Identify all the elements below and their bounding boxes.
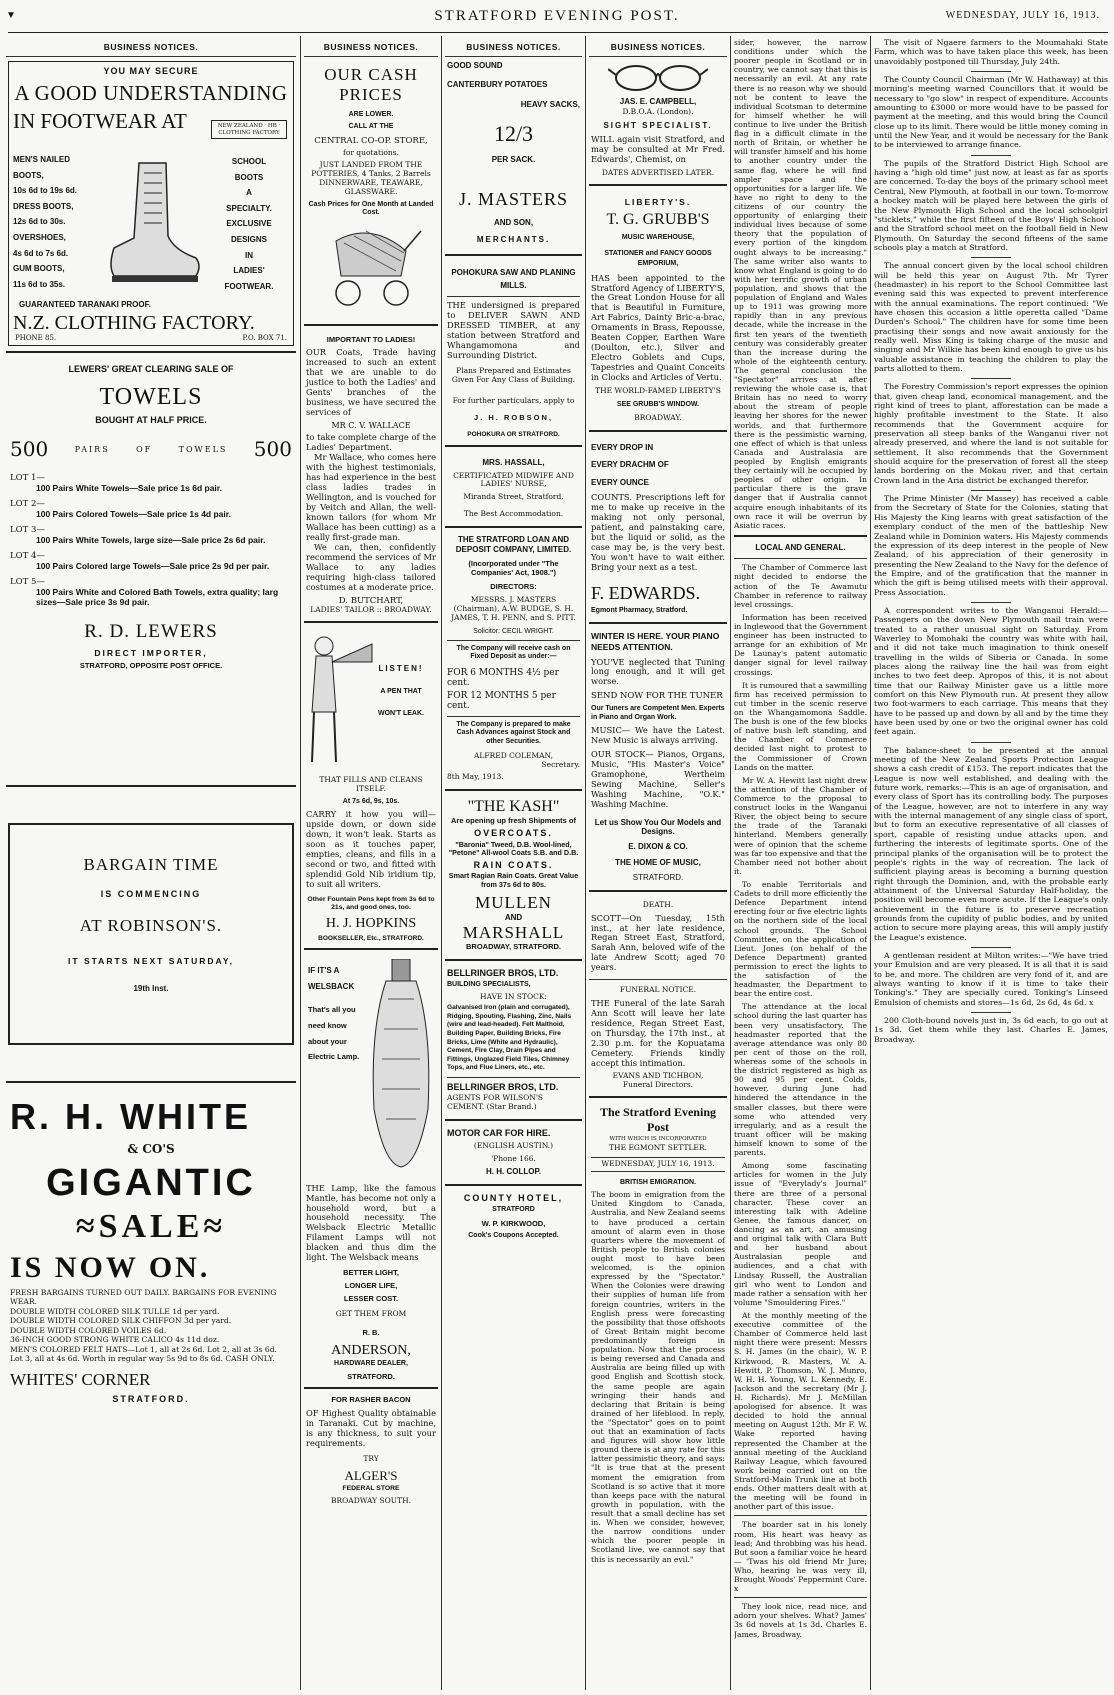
- bacon-head: FOR RASHER BACON: [331, 1395, 411, 1405]
- towel-lot: LOT 3— 100 Pairs White Towels, large size—Sale price 2s 6d pair.: [10, 525, 266, 546]
- towel-lot: LOT 1— 100 Pairs White Towels—Sale price 1s 6d pair.: [10, 473, 222, 494]
- local-general-head: LOCAL AND GENERAL.: [755, 542, 846, 552]
- column-header: BUSINESS NOTICES.: [589, 38, 727, 57]
- sale-line: 36-INCH GOOD STRONG WHITE CALICO 4s 11d doz.: [10, 1335, 220, 1345]
- sale-line: FRESH BARGAINS TURNED OUT DAILY. BARGAINS FOR EVENING WEAR.: [10, 1287, 277, 1307]
- robson-addr: POHOKURA OR STRATFORD.: [467, 430, 560, 438]
- news-paragraph: A correspondent writes to the Wanganui Herald:—Passengers on the down New Plymouth mail train were treated to a rather unusual sight on Saturday. From Waverley to Momohaki the country was white with hail, and it did not take much imagination to think oneself travelling in the wilds of Siberia or Canada. In some places along the railway line the hail was from eight inches to two feet deep. Apropos of this, it is not about time that our Railway Minister gave us a little more comfort on this New Plymouth run. At present they allow two foot-warmers to each carriage. This means that they have to be passed up and down by all and by the time they have been used by one or two the original owner has cold feet again.: [874, 605, 1108, 737]
- divider: [445, 959, 582, 961]
- divider: [971, 947, 1011, 948]
- divider: [589, 979, 727, 980]
- boot-icon: [104, 158, 204, 288]
- divider: [734, 1515, 867, 1516]
- potatoes-l2: CANTERBURY POTATOES: [447, 80, 548, 90]
- towel-lot: LOT 2— 100 Pairs Colored Towels—Sale price 1s 4d pair.: [10, 499, 231, 520]
- welsback-l1: IF IT'S A: [308, 965, 340, 975]
- collop-name: H. H. COLLOP.: [486, 1167, 541, 1177]
- death-head: DEATH.: [642, 899, 674, 909]
- campbell-p: WILL again visit Stratford, and may be consulted at Mr Fred. Edwards', Chemist, on: [591, 133, 725, 164]
- white-sale-lines: [10, 1288, 292, 1364]
- divider: [971, 1012, 1011, 1013]
- flag-title: The Stratford Evening Post: [599, 1105, 716, 1134]
- news-paragraph: The attendance at the local school during the last quarter has been very unsatisfactory. The headmaster reported that the average attendance was only 80 per cent of those on the roll, whereas some of the schools in the district registered as high as 90 and 95 per cent. Colds, however, during June had hindered the attendance in the smaller classes, but there were some who attended very irregularly, and as a result the truant officer will be making himself known to some of the parents.: [734, 1002, 867, 1158]
- towels-count: 500 PAIRS OF TOWELS 500: [10, 436, 292, 461]
- news-paragraph: The annual concert given by the local school children will be held this year on August 7th. Mr Tyrer (headmaster) in his report to the School Committee last evening said this was expected to prevent interference with the annual examinations. The report continued: "We have chosen this occasion a little operetta called "Dame Durden's School." The children have for some time been practising their songs and now await anxiously for the really well. Miss King is taking charge of the music and singing and Mr Wilkie has been kind enough to give us his valuable assistance in teaching the children to play the parts allotted to them.: [874, 261, 1108, 373]
- emigration-head: BRITISH EMIGRATION.: [619, 1178, 697, 1186]
- coop-store: CENTRAL CO-OP. STORE,: [314, 135, 428, 146]
- welsback-l2: WELSBACK: [308, 982, 355, 992]
- news-paragraph: To enable Territorials and Cadets to drill more efficiently the Defence Department intend erecting four or five electric lights on the northern side of the local school grounds. The School Committee, on the application of Lieut. Jones (on behalf of the Defence Department) granted permission to erect the lights to the satisfaction of the headmaster, the Department to bear the entire cost.: [734, 879, 867, 999]
- divider: [304, 948, 438, 950]
- potatoes-per: PER SACK.: [491, 155, 536, 165]
- grubb-stat: STATIONER and FANCY GOODS EMPORIUM,: [604, 249, 712, 268]
- news-paragraph: Mr W. A. Hewitt last night drew the attention of the Chamber of Commerce to the proposal to construct locks in the Wanganui River, the object being to secure the trade of the Taranaki hinterland. Members generally were of opinion that the scheme was far too expensive and that the Chamber need not bother about it.: [734, 775, 867, 876]
- masthead: [0, 8, 1114, 28]
- loan-head: THE STRATFORD LOAN AND DEPOSIT COMPANY, LIMITED.: [455, 534, 572, 555]
- divider: [971, 155, 1011, 156]
- flag-settler: THE EGMONT SETTLER.: [609, 1143, 707, 1153]
- grubb-name: T. G. GRUBB'S: [606, 211, 710, 229]
- emigration-article: [589, 1174, 727, 1566]
- news-paragraph: The balance-sheet to be presented at the annual meeting of the New Zealand Sports Protection League shows a cash credit of £153. The report indicates that the League is now well established, and dealing with the future work, remarks:—This is an age of organisation, and every class of Sport has its controlling body. The purposes of the League, however, are not to interfere in any way with the internal management of any single class of sport, but to form an executive representative of all classes of sport, capable of resisting undue attacks upon, and furthering the interests of legitimate sports. One of the principal planks of the organisation will be to protect the people's rights in the way of recreation. The lack of sufficient playing areas is becoming a burning question right through the Dominion, and, with the probable early attainment of the Universal Saturday Half-holiday, the position will become even more acute. If the League's only achievement in the future is to preserve recreation grounds from the cupidity of public bodies, and by united action to secure more playing areas, this will amply justify the League's existence.: [874, 745, 1108, 942]
- divider: [447, 1077, 580, 1078]
- edwards-l1: EVERY DROP IN: [591, 443, 654, 452]
- local-general-paras: [734, 563, 867, 1511]
- bellringer-spec: BUILDING SPECIALISTS,: [447, 981, 531, 989]
- kash-title: "THE KASH": [467, 798, 560, 816]
- news-paragraph: The Chamber of Commerce last night decided to endorse the action of the Te Awamutu Chamber in reference to railway level crossings.: [734, 563, 867, 609]
- loan-rate-6: FOR 6 MONTHS 4½ per cent.: [447, 667, 559, 689]
- dixon-town: STRATFORD.: [632, 873, 684, 883]
- wallace-p1: OUR Coats, Trade having increased to such an extent that we are unable to do justice to both the Ladies' and Gents' branches of the business, we have secured the services of: [306, 347, 436, 417]
- column-1: [6, 38, 296, 1690]
- novels-notice: They look nice, read nice, and adorn your shelves. What? James' 3s 6d novels at 1s 3d. Charles E. James, Broadway.: [734, 1602, 867, 1639]
- evans-title: Funeral Directors.: [622, 1079, 694, 1089]
- campbell-title: SIGHT SPECIALIST.: [603, 121, 713, 131]
- column-6: [874, 38, 1108, 1690]
- divider: [734, 1597, 867, 1598]
- coop-landed: JUST LANDED FROM THE POTTERIES, 4 Tanks, 2 Barrels DINNERWARE, TEAWARE, GLASSWARE.: [311, 160, 431, 196]
- dixon-home: THE HOME OF MUSIC,: [615, 857, 701, 867]
- column-3: [445, 38, 582, 1690]
- column-rule: [441, 36, 442, 1690]
- wallace-head: IMPORTANT TO LADIES!: [326, 335, 416, 345]
- coop-h2: PRICES: [339, 85, 403, 105]
- campbell-advert: [589, 57, 727, 179]
- column-4: [589, 38, 727, 1690]
- bacon-try: TRY: [363, 1453, 379, 1463]
- hassall-best: The Best Accommodation.: [463, 509, 564, 519]
- footwear-features: SCHOOL BOOTS A SPECIALTY. EXCLUSIVE DESIGNS IN LADIES' FOOTWEAR.: [224, 157, 274, 291]
- bacon-advert: [304, 1394, 438, 1508]
- bargain-l5: 19th Inst.: [133, 983, 169, 993]
- white-sale-advert: [6, 1088, 296, 1406]
- welsback-b2: LONGER LIFE,: [344, 1281, 398, 1291]
- sale-line: DOUBLE WIDTH COLORED VOILES 6d.: [10, 1325, 167, 1335]
- towels-head: LEWERS' GREAT CLEARING SALE OF: [68, 364, 234, 375]
- bellringer-items: Galvanised Iron (plain and corrugated), Ridging, Spouting, Flashing, Zinc, Nails (wire and lead-headed). Felt Malthoid, Building Paper, Building Bricks, Fire Bricks, Lime (White and Hydraulic), Cement, Fire Clay, Drain Pipes and Fittings, Unglazed Field Tiles, Chimney Tops, and Flue Liners, etc., etc.: [447, 1004, 572, 1072]
- piano-p: YOU'VE neglected that Tuning long enough, and it will get worse.: [591, 656, 725, 687]
- white-l4: ≈SALE≈: [75, 1208, 227, 1246]
- alger-store: FEDERAL STORE: [342, 1484, 400, 1492]
- footwear-kicker: YOU MAY SECURE: [103, 66, 199, 77]
- sawmill-head: POHOKURA SAW AND PLANING MILLS.: [451, 267, 576, 290]
- column-rule: [300, 36, 301, 1690]
- motor-make: (ENGLISH AUSTIN.): [473, 1140, 554, 1150]
- funeral-notice: [589, 984, 727, 1091]
- bellringer-advert: [445, 966, 582, 1115]
- death-notice: [589, 897, 727, 976]
- news-paragraph: The pupils of the Stratford District High School are having a "high old time" just now, at least as far as sports are concerned. To-day the boys of the primary school meet Central, New Plymouth, at football in our town. To-morrow a hockey match will be played here between the girls of the New Plymouth High School and the local schoolgirl "sticklets," while the first fifteen of the Boys' High School and the Stratford school meet on the football field in New Plymouth. On Saturday the second fifteens of the same schools play a match at Stratford.: [874, 158, 1108, 252]
- wallace-name: MR C. V. WALLACE: [331, 420, 411, 430]
- masters-and: AND SON,: [493, 217, 534, 227]
- factory-name: N.Z. CLOTHING FACTORY.: [13, 312, 255, 335]
- lewers-address: STRATFORD, OPPOSITE POST OFFICE.: [79, 660, 223, 670]
- motor-phone: 'Phone 166.: [491, 1153, 536, 1163]
- grubb-p: HAS been appointed to the Stratford Agency of LIBERTY'S, the Great London House for all that is Beautiful in Furniture, Art Fabrics, Dainty Bric-a-brac, Ornaments in Brass, Repousse, Beaten Copper, Earthen Ware (Doulton, etc.), Silver and Electro Goblets and Cups, Tapestries and Quaint Conceits in Clocks and Articles of Vertu.: [591, 272, 725, 383]
- loan-sol: Solicitor: CECIL WRIGHT.: [473, 627, 554, 635]
- lewers-direct: DIRECT IMPORTER,: [94, 647, 208, 658]
- anderson-town: STRATFORD.: [347, 1372, 395, 1382]
- hopkins: [304, 896, 438, 942]
- butchart-trade: LADIES' TAILOR :: BROADWAY.: [310, 604, 432, 614]
- lamp-icon: [368, 959, 434, 1169]
- divider: [589, 1096, 727, 1098]
- masters-trade: MERCHANTS.: [476, 235, 551, 245]
- bellringer-stock: HAVE IN STOCK:: [480, 992, 547, 1002]
- butchart-name: D. BUTCHART,: [338, 595, 404, 606]
- kash-l4: RAIN COATS.: [473, 859, 554, 870]
- towel-lot: LOT 5— 100 Pairs White and Colored Bath Towels, extra quality; larg sizes—Sale price 3s 9d pair.: [10, 577, 279, 608]
- corner-mark: ▼: [6, 10, 16, 21]
- footwear-guarantee: GUARANTEED TARANAKI PROOF.: [19, 300, 151, 310]
- hassall-addr: Miranda Street, Stratford,: [463, 492, 564, 502]
- piano-music: MUSIC— We have the Latest. New Music is always arriving.: [591, 724, 725, 745]
- news-paragraph: At the monthly meeting of the executive committee of the Chamber of Commerce held last night there were present: Messrs S. H. James (in the chair), W. P. Kirkwood, R. Masters, W. A. Hewitt, P. Thomson, W. J. Munro, W. H. H. Young, W. L. Kennedy, E. Jackson and the secretary (Mr J. H. Richards). Mr J. McMillan apologised for absence. It was decided to hold the annual meeting on August 12th. Mr F. W. Wake reported having represented the Chamber at the annual meeting of the Auckland Railway League, which favoured work being carried out on the Stratford-Main Trunk line at both ends. Other matters dealt with at the meeting will be found in another part of this issue.: [734, 1310, 867, 1512]
- campbell-name: JAS. E. CAMPBELL,: [619, 97, 697, 107]
- news-paragraph: It is rumoured that a sawmilling firm has received permission to cut timber in the scenic reserve on the Whangamomona Saddle. The bush is one of the few blocks of native bush left standing, and the Chamber of Commerce decided last night to protest to the Commissioner of Crown Lands on the matter.: [734, 680, 867, 772]
- divider: [445, 254, 582, 256]
- funeral-p: THE Funeral of the late Sarah Ann Scott will leave her late residence, Regan Street East, on Thursday, the 17th inst., at 2.30 p.m. for the Kopuatama Cemetery. Friends kindly accept this intimation.: [591, 998, 725, 1068]
- divider: [6, 1081, 296, 1083]
- funeral-head: FUNERAL NOTICE.: [619, 985, 697, 995]
- flag-inc: WITH WHICH IS INCORPORATED: [609, 1135, 707, 1142]
- wallace-p3: Mr Wallace, who comes here with the highest testimonials, has had experience in the best class ladies trades in Wellington, and is vouched for by Veitch and Allan, the well-known tailors (for whom Mr Wallace has been cutting) as a really first-grade man.: [306, 452, 436, 542]
- campbell-deg: D.B.O.A. (London).: [622, 107, 694, 117]
- coop-prams: Cash Prices for One Month at Landed Cost.: [308, 200, 434, 217]
- divider: [971, 742, 1011, 743]
- piano-advert: [589, 629, 727, 884]
- coop-quot: for quotations.: [343, 147, 399, 157]
- wallace-p4: We can, then, confidently recommend the services of Mr Wallace to any ladies requiring high-class tailored costumes at a moderate price.: [306, 541, 436, 592]
- death-p: SCOTT—On Tuesday, 15th inst., at her late residence, Regan Street East, Stratford, Sarah Ann, beloved wife of the late Andrew Scott; aged 70 years.: [591, 912, 725, 973]
- footwear-headline-1: A GOOD UNDERSTANDING: [14, 80, 288, 105]
- alger-name: ALGER'S: [344, 1467, 398, 1483]
- anderson: [304, 1184, 438, 1382]
- flag-block: [589, 1103, 727, 1173]
- divider: [734, 558, 867, 559]
- piano-tuners: Our Tuners are Competent Men. Experts in Piano and Organ Work.: [591, 705, 725, 721]
- loan-advert: [445, 533, 582, 784]
- column-5: [734, 38, 867, 1690]
- sawmill-advert: [445, 261, 582, 440]
- pen-advert: [304, 628, 438, 890]
- bargain-l4: IT STARTS NEXT SATURDAY,: [68, 955, 234, 966]
- kash-l5: Smart Ragian Rain Coats. Great Value from 37s 6d to 80s.: [448, 871, 579, 889]
- flag-date: WEDNESDAY, JULY 16, 1913.: [591, 1157, 725, 1172]
- white-l5: IS NOW ON.: [10, 1250, 211, 1284]
- column-header: BUSINESS NOTICES.: [445, 38, 582, 57]
- potatoes-l1: GOOD SOUND: [447, 61, 503, 71]
- divider: [589, 890, 727, 892]
- edwards-p: COUNTS. Prescriptions left for me to make up receive in the making not only personal, patient, and painstaking care, but the liquid or solid, as the case may be, is the very best. You won't have to wait either. Bring your next as a test.: [591, 492, 725, 572]
- divider: [447, 296, 580, 297]
- piano-stock: OUR STOCK— Pianos, Organs, Music, "His Master's Voice" Gramophone, Wertheim Sewing Machine, Seller's Washing Machine, "O.K." Washing Machine.: [591, 748, 725, 809]
- pen-other: Other Fountain Pens kept from 3s 6d to 21s, and good ones, too.: [307, 896, 435, 912]
- news-paragraph: A gentleman resident at Milton writes:—"We have tried your Emulsion and are very pleased. It is all that it is said to be, and more. The children are very fond of it, and are always wanting to know if it is time to take their Tonking's." They are specially cured. Tonking's Linseed Emulsion of chemists and stores—1s 6d, 2s 6d, 4s 6d. x: [874, 950, 1108, 1007]
- divider: [971, 602, 1011, 603]
- top-rule: [8, 32, 1108, 33]
- kirkwood-name: W. P. KIRKWOOD,: [481, 1218, 546, 1228]
- whites-town: STRATFORD.: [112, 1393, 190, 1404]
- column-rule: [870, 36, 871, 1690]
- sawmill-further: For further particulars, apply to: [452, 395, 575, 405]
- hotel-advert: [445, 1191, 582, 1243]
- news-paragraph: The Prime Minister (Mr Massey) has received a cable from the Secretary of State for the Colonies, stating that His Majesty the King learns with great satisfaction of the exemplary conduct of the men of the battleship New Zealand while in Dominion waters. His Majesty commends the expression of its deep interest in the people of New Zealand, of his appreciation of their generosity in presenting the New Zealand to the Navy for the defence of the Empire, and of the gratification that the manner in which the gift is being utilised meets with their approval. Press Association.: [874, 494, 1108, 597]
- bargain-l1: BARGAIN TIME: [83, 855, 219, 875]
- footwear-advert: [8, 61, 294, 346]
- grubb-world: THE WORLD-FAMED LIBERTY'S: [595, 386, 721, 396]
- robson-name: J. H. ROBSON,: [474, 412, 553, 422]
- coop-lower: ARE LOWER.: [348, 111, 394, 119]
- towels-title: TOWELS: [99, 383, 203, 410]
- pram-icon: [316, 221, 426, 311]
- towels-advert: [6, 358, 296, 780]
- loan-date: 8th May, 1913.: [447, 772, 504, 782]
- divider: [971, 490, 1011, 491]
- column-header: BUSINESS NOTICES.: [304, 38, 438, 57]
- welsback-get: GET THEM FROM: [335, 1308, 407, 1318]
- masters-name: J. MASTERS: [458, 188, 569, 209]
- news-paragraph: Among some fascinating articles for women in the July issue of "Everylady's Journal" there are three of a personal character. These cover an interesting talk with Adeline Genee, the famous dancer, on dancing as an art, an amusing and original talk with Clara Butt and her husband about Australasian people and audiences, and a chat with Lindsay Russell, the Australian girl who went to London and made rather a sensation with her volume "Smouldering Fires.": [734, 1161, 867, 1307]
- divider: [447, 716, 580, 717]
- paper-title: STRATFORD EVENING POST.: [434, 8, 680, 24]
- divider: [445, 1184, 582, 1186]
- potatoes-price: 12/3: [493, 121, 534, 147]
- motor-advert: [445, 1126, 582, 1179]
- hassall-advert: [445, 452, 582, 521]
- divider: [971, 257, 1011, 258]
- grubb-see: SEE GRUBB'S WINDOW.: [616, 400, 700, 408]
- hopkins-trade: BOOKSELLER, Etc., STRATFORD.: [318, 934, 424, 942]
- sawmill-p: THE undersigned is prepared to DELIVER SAWN AND DRESSED TIMBER, at any station between Stratford and Whangamomona and Surrounding District.: [447, 300, 580, 361]
- pen-l2: A PEN THAT: [380, 687, 422, 695]
- edwards-name: F. EDWARDS.: [591, 582, 701, 603]
- sawmill-plans: Plans Prepared and Estimates Given For Any Class of Building.: [451, 366, 576, 384]
- evans-name: EVANS AND TICHBON,: [612, 1070, 704, 1080]
- peppermint-poem: The boarder sat in his lonely room, His heart was heavy as lead; And throbbing was his head. But soon a familiar voice he heard— 'Twas his old friend Mr Jure; Who, hearing he was very ill, Brought Woods' Peppermint Cure. x: [734, 1520, 867, 1594]
- motor-head: MOTOR CAR FOR HIRE.: [447, 1128, 551, 1139]
- divider: [445, 445, 582, 447]
- coop-advert: [304, 57, 438, 319]
- bellringer-agents: AGENTS FOR WILSON'S CEMENT. (Star Brand.): [447, 1093, 544, 1112]
- spectacles-icon: [608, 63, 708, 93]
- coleman-title: Secretary.: [541, 759, 580, 769]
- bellringer-name-2: BELLRINGER BROS, LTD.: [447, 1081, 559, 1092]
- divider: [445, 526, 582, 528]
- white-l3: GIGANTIC: [46, 1161, 256, 1204]
- towel-lots: [10, 473, 292, 607]
- marshall-name: MARSHALL: [462, 922, 565, 942]
- bargain-advert: [8, 823, 294, 1045]
- grubb-lib: LIBERTY'S.: [624, 197, 692, 208]
- divider: [589, 184, 727, 186]
- white-l2: & CO'S: [127, 1142, 175, 1157]
- divider: [971, 378, 1011, 379]
- campbell-dates: DATES ADVERTISED LATER.: [601, 167, 715, 177]
- divider: [304, 324, 438, 326]
- column-2: [304, 38, 438, 1690]
- pen-l3: WON'T LEAK.: [378, 710, 424, 718]
- hopkins-name: H. J. HOPKINS: [325, 916, 417, 932]
- welsback-p: THE Lamp, like the famous Mantle, has become not only a household word, but a household necessity. The Welsback Electric Metallic Filament Lamps will not blacken and thus dim the light. The Welsback means: [306, 1182, 436, 1263]
- divider: [734, 535, 867, 537]
- mullen-and: AND: [504, 913, 523, 923]
- pen-l5: At 7s 6d, 9s, 10s.: [342, 798, 400, 806]
- grubb-advert: [589, 191, 727, 425]
- anderson-trade: HARDWARE DEALER,: [334, 1359, 408, 1367]
- kash-l2: OVERCOATS.: [474, 828, 553, 839]
- loan-inc: (Incorporated under "The Companies' Act, 1908."): [468, 558, 559, 577]
- divider: [445, 1119, 582, 1121]
- divider: [971, 71, 1011, 72]
- piano-head: WINTER IS HERE. YOUR PIANO NEEDS ATTENTION.: [591, 631, 720, 653]
- welsback-l3: That's all you need know about your Electric Lamp.: [308, 1005, 360, 1062]
- sale-line: MEN'S COLORED FELT HATS—Lot 1, all at 2s 6d. Lot 2, all at 3s 6d. Lot 3, all at 4s 6d. Worth in regular way 5s 9d to 8s 6d. CASH ONLY.: [10, 1344, 277, 1364]
- emigration-p: The boom in emigration from the United Kingdom to Canada, Australia, and New Zealand seems to have produced a certain amount of alarm even in those quarters where the movement of British people to British colonies ought most to have been welcomed, is the opinion expressed by the "Spectator." When the Colonies were drawing their supplies of human life from foreign countries, writers in the English press were forecasting the possibility that those offshoots of Great Britain might become predominantly foreign in population. Now that the process is being reversed and Canada and Australia are being filled up with good English and Scottish stock, the same people are again wringing their hands and declaring that Britain is being drained of her lifeblood. In reply, the "Spectator" goes on to point out that an examination of facts and figures will show how little ground there is at any rate for this latter pessimistic theory, and says: "It is true that at the present moment the emigration from Scotland is so active that it more than keeps pace with the natural growth in population, with the result that a small decline has set in. When we consider, however, the narrow conditions under which the poorer people in Scotland live, we cannot say that this is necessarily an evil.": [591, 1190, 725, 1564]
- edwards-l2: EVERY DRACHM OF: [591, 460, 669, 470]
- loan-adv: The Company is prepared to make Cash Advances against Stock and other Securities.: [456, 721, 571, 745]
- coop-call: CALL AT THE: [348, 123, 394, 131]
- hassall-name: MRS. HASSALL,: [482, 458, 545, 468]
- divider: [6, 351, 296, 353]
- kash-addr: BROADWAY, STRATFORD.: [465, 941, 561, 951]
- piano-send: SEND NOW FOR THE TUNER: [591, 691, 723, 702]
- column-header: BUSINESS NOTICES.: [6, 38, 296, 57]
- divider: [304, 1387, 438, 1389]
- news-paragraph: The visit of Ngaere farmers to the Moumahaki State Farm, which was to have taken place this week, has been unavoidably postponed till Thursday, July 24th.: [874, 38, 1108, 66]
- hassall-p: CERTIFICATED MIDWIFE AND LADIES' NURSE,: [453, 470, 574, 489]
- wallace-p2: to take complete charge of the Ladies' Department.: [306, 432, 436, 453]
- welsback-b3: LESSER COST.: [343, 1293, 399, 1303]
- trumpeter-icon: [304, 632, 374, 772]
- hotel-name: COUNTY HOTEL,: [463, 1192, 564, 1203]
- anderson-initials: R. B.: [362, 1327, 380, 1337]
- alger-addr: BROADWAY SOUTH.: [330, 1495, 412, 1505]
- column-6-paras: [874, 38, 1108, 1044]
- hotel-town: STRATFORD: [492, 1206, 535, 1214]
- bellringer-name: BELLRINGER BROS, LTD.: [447, 967, 559, 978]
- loan-names: MESSRS. J. MASTERS (Chairman), A.W. BUDGE, S. H. JAMES, T. H. PENN, and S. PITT.: [451, 595, 576, 622]
- edwards-pharm: Egmont Pharmacy, Stratford.: [591, 607, 688, 615]
- hotel-cook: Cook's Coupons Accepted.: [468, 1232, 559, 1240]
- divider: [445, 789, 582, 791]
- towels-sub: BOUGHT AT HALF PRICE.: [95, 414, 207, 425]
- sale-line: DOUBLE WIDTH COLORED SILK TULLE 1d per yard.: [10, 1306, 220, 1316]
- towel-lot: LOT 4— 100 Pairs Colored large Towels—Sale price 2s 9d per pair.: [10, 551, 270, 572]
- white-l1: R. H. WHITE: [10, 1096, 251, 1138]
- column-rule: [585, 36, 586, 1690]
- pen-l4: THAT FILLS AND CLEANS ITSELF.: [319, 775, 423, 794]
- divider: [589, 430, 727, 432]
- wallace-advert: [304, 331, 438, 616]
- divider: [6, 785, 296, 787]
- factory-logo: NEW ZEALAND · HB · CLOTHING FACTORY: [211, 120, 287, 139]
- bargain-l2: IS COMMENCING: [100, 889, 202, 900]
- news-paragraph: The County Council Chairman (Mr W. Hathaway) at this morning's meeting warned Councillors that it would be necessary to "go slow" in respect of expenditure. Accounts amounting to £3000 or more would have to be passed for payment at the meeting, and this would bring the Council close up to its limit. There would be little money coming in until the New Year, and it would be necessary for the Bank to be interviewed to arrange finance.: [874, 75, 1108, 150]
- news-paragraph: 200 Cloth-bound novels just in, 3s 6d each, to go out at 1s 3d. Get them while they last. Charles E. James, Broadway.: [874, 1016, 1108, 1044]
- lewers-name: R. D. LEWERS: [84, 621, 218, 643]
- grubb-mw: MUSIC WAREHOUSE,: [621, 234, 695, 242]
- factory-phone: PHONE 85.: [15, 334, 57, 343]
- welsback-b1: BETTER LIGHT,: [343, 1268, 399, 1278]
- paper-date: WEDNESDAY, JULY 16, 1913.: [945, 10, 1100, 21]
- footwear-headline-2: IN FOOTWEAR AT: [13, 109, 187, 134]
- loan-dir: DIRECTORS:: [490, 582, 537, 592]
- whites-corner: WHITES' CORNER: [10, 1369, 151, 1389]
- anderson-name: ANDERSON,: [331, 1343, 411, 1359]
- news-paragraph: Information has been received in Inglewood that the Government engineer has been instructed to arrange for an exhibition of Mr De Launay's patent automatic danger signal for level railway crossings.: [734, 612, 867, 677]
- kash-l3: "Baronia" Tweed, D.B. Wool-lined, "Petone" All-wool Coats S.B. and D.B.: [448, 839, 579, 858]
- mullen-name: MULLEN: [475, 893, 552, 913]
- factory-box: P.O. BOX 71.: [242, 334, 287, 343]
- piano-show: Let us Show You Our Models and Designs.: [594, 817, 722, 836]
- bargain-l3: AT ROBINSON'S.: [79, 915, 223, 935]
- coleman-name: ALFRED COLEMAN,: [473, 750, 554, 760]
- pen-p: CARRY it how you will—upside down, or down side down, it won't leak. Starts as soon as it touches paper, empties, cleans, and fills in a second or two, and fitted with splendid Gold Nib iridium tip, to suit all writers.: [306, 809, 436, 890]
- bacon-p: OF Highest Quality obtainable in Taranaki. Cut by machine, is any thickness, to suit your requirements.: [306, 1407, 436, 1448]
- dixon-name: E. DIXON & CO.: [628, 842, 688, 852]
- divider: [304, 621, 438, 623]
- column-rule: [730, 36, 731, 1690]
- edwards-advert: [589, 437, 727, 617]
- grubb-addr: BROADWAY.: [634, 413, 682, 423]
- news-paragraph: The Forestry Commission's report expresses the opinion that, given cheap land, economical management, and the right kind of trees to plant, afforestation can be made a highly profitable investment to the State. It also recommends that the Government acquire for preservation all steep banks of the Wanganui river not already preserved, and where the land is not suitable for settlement. It also recommends that the Government should acquire for the preservation of forest all the steep lands bordering on the Mokau river, and that certain Crown land in the Aria district be exchanged therefor.: [874, 382, 1108, 485]
- potatoes-advert: [445, 57, 582, 249]
- kash-advert: [445, 796, 582, 953]
- divider: [447, 640, 580, 641]
- welsback-advert: [304, 955, 438, 1184]
- edwards-l3: EVERY OUNCE: [591, 477, 649, 487]
- kash-l1: Are opening up fresh Shipments of: [450, 816, 576, 826]
- sale-line: DOUBLE WIDTH COLORED SILK CHIFFON 3d per yard.: [10, 1316, 232, 1326]
- loan-rate-12: FOR 12 MONTHS 5 per cent.: [447, 690, 556, 712]
- coop-h1: OUR CASH: [324, 65, 418, 85]
- divider: [589, 622, 727, 624]
- loan-recv: The Company will receive cash on Fixed Deposit as under:—: [456, 645, 571, 661]
- emigration-continued: sider, however, the narrow conditions under which the poorer people in Scotland or in country, we cannot say that this is necessarily an evil. At any rate there is no reason why we should not be content to leave the individual Scotsman to determine for himself whether he will continue to live under the British flag in a difficult climate in the north of Britain, or whether he will transfer himself and his home to another country under the same flag, where he will find ampler space and the opportunities for a larger life. We have no right to deny to the citizens of our country the opportunity of enlarging their individual lives because of some theory that the population of every portion of the kingdom ought always to be increasing." The same writer also wants to know what England is going to do with her terrific growth of urban population, and shows that the population of England and Wales up to 1911 was growing more rapidly than in any previous decade, while the increase in the first ten years of the twentieth century was considerably greater than the increase during the whole of the eighteenth century. The general conclusion the "Spectator" arrives at after reviewing the whole case is, that Britain has no need to worry about the stream of people leaving her shores for the newer worlds, and that furthermore there is the pessimistic warning, one effect of which is that unless Canada and Australasia are peopled by English emigrants they certainly will be occupied by peoples of other origin. In particular there is the grave danger that if Australia cannot acquire enough inhabitants of its own race it will be overrun by Asiatic races.: [734, 38, 867, 530]
- potatoes-l3: HEAVY SACKS,: [520, 99, 580, 109]
- pen-l1: LISTEN!: [378, 664, 424, 674]
- footwear-prices: MEN'S NAILED BOOTS, 10s 6d to 19s 6d. DRESS BOOTS, 12s 6d to 30s. OVERSHOES, 4s 6d to 7s 6d. GUM BOOTS, 11s 6d to 35s.: [13, 155, 78, 289]
